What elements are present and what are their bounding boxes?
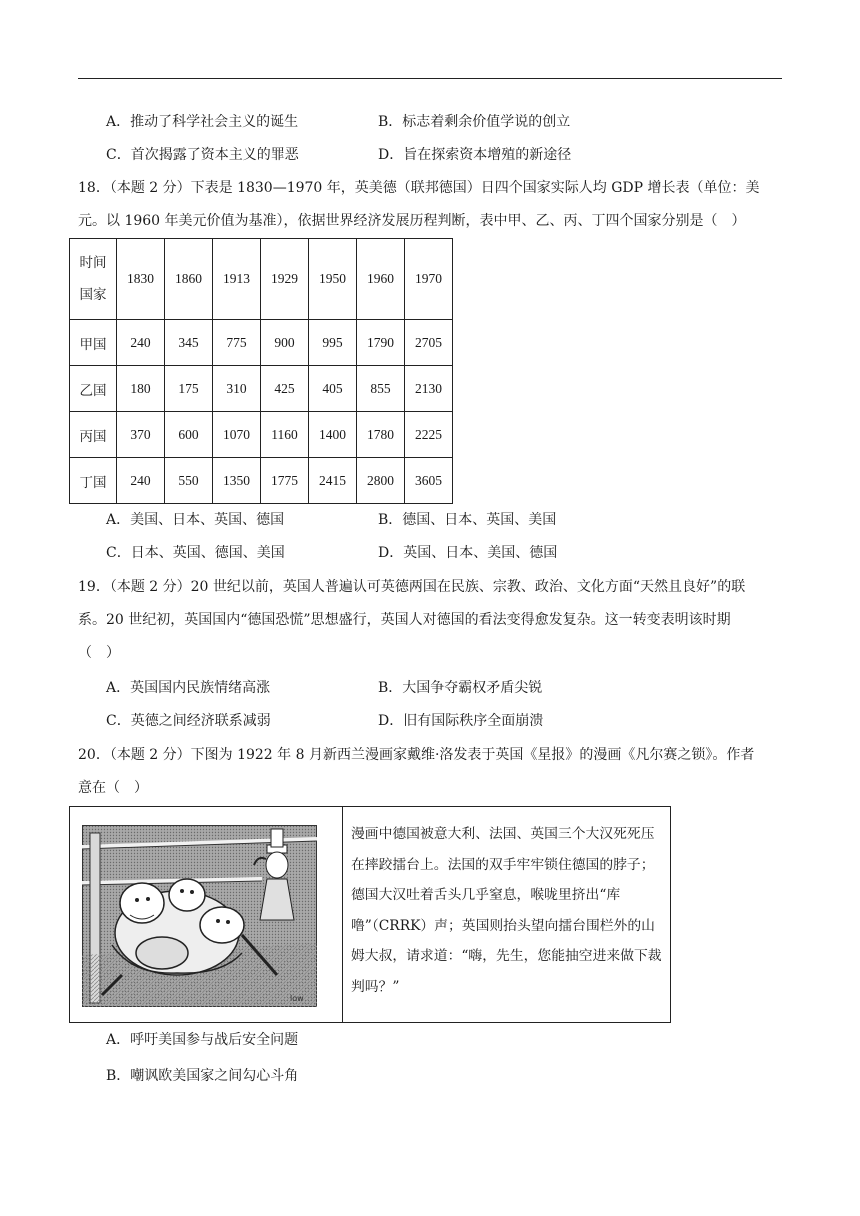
table-cell: 855 <box>357 366 405 412</box>
cartoon-image <box>82 825 317 1007</box>
table-cell: 2130 <box>405 366 453 412</box>
table-cell: 995 <box>309 320 357 366</box>
table-header-row <box>70 239 453 320</box>
country-cell: 丙国 <box>70 412 117 458</box>
table-cell: 405 <box>309 366 357 412</box>
table-cell: 1350 <box>213 458 261 504</box>
table-row <box>70 366 453 412</box>
q19-option-d[interactable]: D．旧有国际秩序全面崩溃 <box>378 713 544 729</box>
table-cell: 3605 <box>405 458 453 504</box>
table-cell: 345 <box>165 320 213 366</box>
country-cell: 丁国 <box>70 458 117 504</box>
corner-time-label: 时间 <box>79 255 107 270</box>
table-cell: 900 <box>261 320 309 366</box>
table-cell: 175 <box>165 366 213 412</box>
header-rule <box>78 78 782 79</box>
gdp-table <box>69 238 453 504</box>
cartoon-caption: 漫画中德国被意大利、法国、英国三个大汉死死压在摔跤擂台上。法国的双手牢牢锁住德国的脖子；德国大汉吐着舌头几乎窒息，喉咙里挤出“库噜”（CRRK）声；英国则抬头望向擂台围栏外的山姆大叔，请求道：“嗨，先生，您能抽空进来做下裁判吗？” <box>351 826 662 995</box>
q19-stem-line1: 19．（本题 2 分）20 世纪以前，英国人普遍认可英德两国在民族、宗教、政治、文化方面“天然且良好”的联 <box>78 579 746 595</box>
table-cell: 240 <box>117 458 165 504</box>
q18-stem-line1: 18．（本题 2 分）下表是 1830—1970 年，英美德（联邦德国）日四个国家实际人均 GDP 增长表（单位：美 <box>78 180 760 196</box>
table-row <box>70 320 453 366</box>
year-header: 1950 <box>309 239 357 320</box>
year-header: 1830 <box>117 239 165 320</box>
table-cell: 2705 <box>405 320 453 366</box>
table-cell: 425 <box>261 366 309 412</box>
cartoon-divider <box>342 807 343 1022</box>
q20-stem-line1: 20．（本题 2 分）下图为 1922 年 8 月新西兰漫画家戴维·洛发表于英国《星报》的漫画《凡尔赛之锁》。作者 <box>78 747 755 763</box>
corner-country-label: 国家 <box>79 287 107 302</box>
q17-option-c[interactable]: C．首次揭露了资本主义的罪恶 <box>106 147 299 163</box>
q17-option-d[interactable]: D．旨在探索资本增殖的新途径 <box>378 147 572 163</box>
q18-option-b[interactable]: B．德国、日本、英国、美国 <box>378 512 557 528</box>
q19-stem-line2: 系。20 世纪初，英国国内“德国恐慌”思想盛行，英国人对德国的看法变得愈发复杂。这一转变表明该时期 <box>78 612 731 628</box>
q20-option-a[interactable]: A．呼吁美国参与战后安全问题 <box>106 1032 299 1048</box>
q19-option-b[interactable]: B．大国争夺霸权矛盾尖锐 <box>378 680 543 696</box>
q17-option-b[interactable]: B．标志着剩余价值学说的创立 <box>378 114 571 130</box>
table-cell: 550 <box>165 458 213 504</box>
table-cell: 1160 <box>261 412 309 458</box>
table-corner-cell <box>70 239 117 320</box>
q20-stem-line2: 意在（ ） <box>78 780 148 796</box>
q18-option-a[interactable]: A．美国、日本、英国、德国 <box>106 512 285 528</box>
table-cell: 1775 <box>261 458 309 504</box>
q19-option-c[interactable]: C．英德之间经济联系减弱 <box>106 713 271 729</box>
table-cell: 775 <box>213 320 261 366</box>
q17-option-a[interactable]: A．推动了科学社会主义的诞生 <box>106 114 299 130</box>
svg-text:low: low <box>290 994 304 1003</box>
table-row <box>70 458 453 504</box>
country-cell: 甲国 <box>70 320 117 366</box>
q18-option-d[interactable]: D．英国、日本、美国、德国 <box>378 545 558 561</box>
table-row <box>70 412 453 458</box>
year-header: 1913 <box>213 239 261 320</box>
table-cell: 2415 <box>309 458 357 504</box>
cartoon-figure <box>69 806 671 1023</box>
table-cell: 370 <box>117 412 165 458</box>
table-cell: 1400 <box>309 412 357 458</box>
table-cell: 2225 <box>405 412 453 458</box>
table-cell: 310 <box>213 366 261 412</box>
q19-option-a[interactable]: A．英国国内民族情绪高涨 <box>106 680 271 696</box>
country-cell: 乙国 <box>70 366 117 412</box>
table-cell: 1780 <box>357 412 405 458</box>
q19-stem-line3: （ ） <box>78 645 120 661</box>
table-cell: 180 <box>117 366 165 412</box>
q18-option-c[interactable]: C．日本、英国、德国、美国 <box>106 545 285 561</box>
table-cell: 240 <box>117 320 165 366</box>
year-header: 1929 <box>261 239 309 320</box>
year-header: 1960 <box>357 239 405 320</box>
year-header: 1970 <box>405 239 453 320</box>
table-cell: 1790 <box>357 320 405 366</box>
q18-stem-line2: 元。以 1960 年美元价值为基准），依据世界经济发展历程判断，表中甲、乙、丙、丁四个国家分别是（ ） <box>78 213 746 229</box>
year-header: 1860 <box>165 239 213 320</box>
table-cell: 2800 <box>357 458 405 504</box>
q20-option-b[interactable]: B．嘲讽欧美国家之间勾心斗角 <box>106 1068 299 1084</box>
table-cell: 600 <box>165 412 213 458</box>
table-cell: 1070 <box>213 412 261 458</box>
